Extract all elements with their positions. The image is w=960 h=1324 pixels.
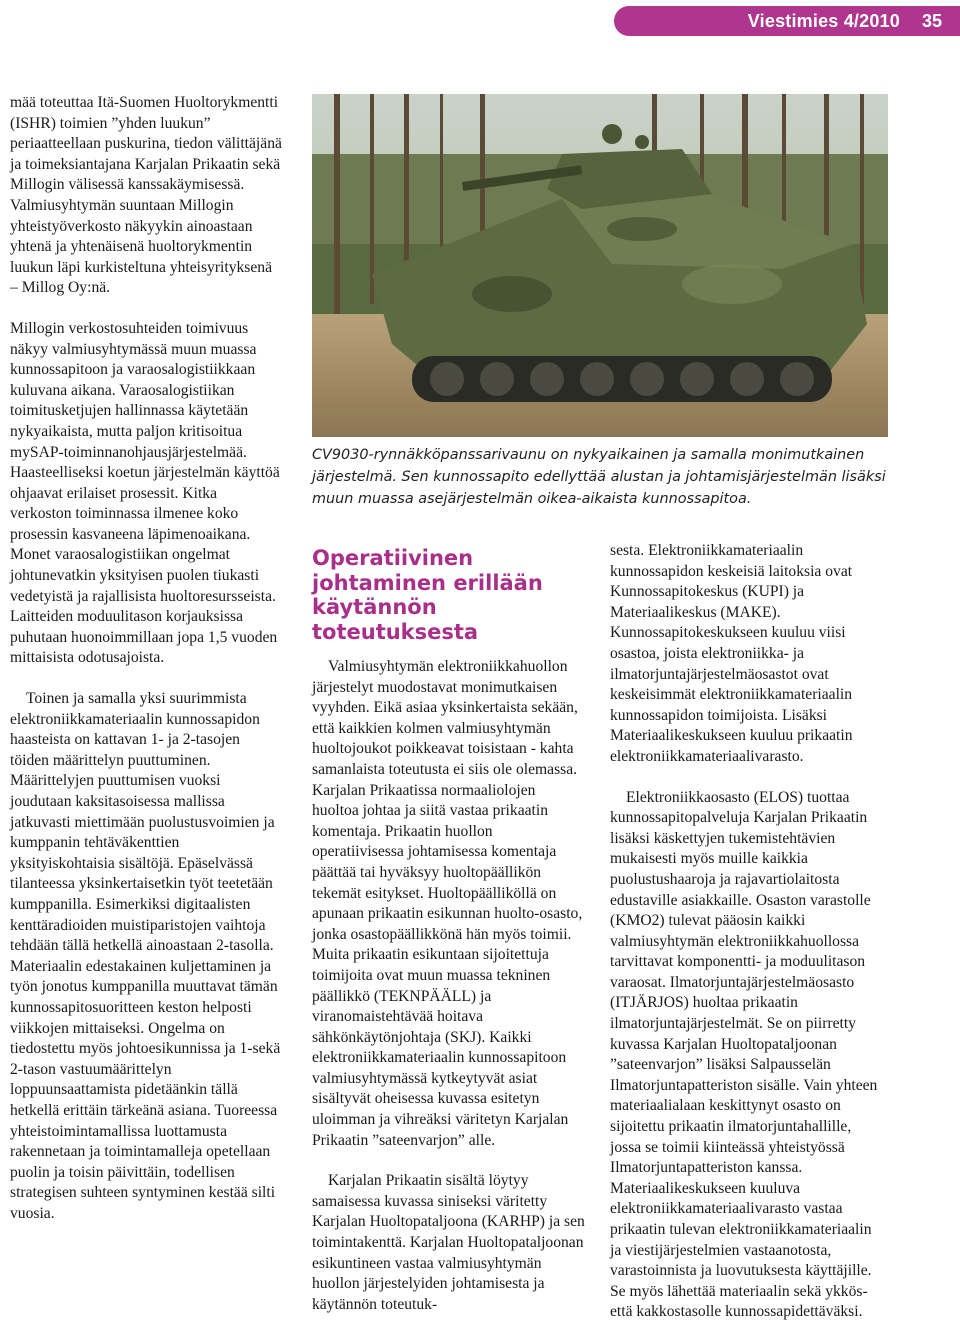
left-paragraph-2: Millogin verkostosuhteiden toimivuus näkyy valmiusyhtymässä muun muassa kunnossapitoon ja varaosalogistiikkaan kuluvana aikana. Varaosalogistiikan toimitusketjujen hallinnassa käytetään nykyaikaista, mutta paljon kritisoitua mySAP-toiminnanohjausjärjestelmää. Haasteelliseksi koetun järjestelmän käyttöä ohjaavat erilaiset prosessit. Kitka verkoston toiminnassa ilmenee koko prosessin kasvaneena läpimenoaikana. Monet varaosalogistiikan ongelmat johtunevatkin yksityisen puolen tiukasti vedetyistä ja rajallisista huoltoresursseista. Laitteiden moduulitason korjauksissa puhutaan huonoimmillaan jopa 1,5 vuoden mittaisista odotusajoista.	[10, 319, 280, 667]
page-number: 35	[921, 10, 942, 31]
right-paragraph-2: Elektroniikkaosasto (ELOS) tuottaa kunnossapitopalveluja Karjalan Prikaatin lisäksi käskettyjen tukemistehtävien mukaisesti myös muille kaikkia puolustushaaroja ja rajavartiolaitosta edustaville asiakkaille. Osaston varastolle (KMO2) tulevat pääosin kaikki valmiusyhtymän elektroniikkahuollossa tarvittavat komponentti- ja moduulitason varaosat. Ilmatorjuntajärjestelmäosasto (ITJÄRJOS) huoltaa prikaatin ilmatorjuntajärjestelmät. Se on piirretty kuvassa Karjalan Huoltopataljoonan ”sateenvarjon” lisäksi Salpausselän Ilmatorjuntapatteriston sisälle. Vain yhteen materiaalialaan keskittynyt osasto on sijoitettu prikaatin ilmatorjuntahallille, jossa se toimii kiinteässä yhteistyössä Ilmatorjuntapatteriston kanssa. Materiaalikeskukseen kuuluva elektroniikkamateriaalivarasto vastaa prikaatin tulevan elektroniikkamateriaalin ja viestijärjestelmien vastaanotosta, varastoinnista ja luovutuksesta käyttäjille. Se myös lähettää materiaalin sekä ykkös- että kakkostasolle kunnossapidettäväksi.	[610, 788, 878, 1321]
vehicle-illustration	[312, 94, 888, 437]
left-text-column	[10, 93, 282, 1224]
right-paragraph-1: sesta. Elektroniikkamateriaalin kunnossapidon keskeisiä laitoksia ovat Kunnossapitokeskus (KUPI) ja Materiaalikeskus (MAKE). Kunnossapitokeskukseen kuuluu viisi osastoa, joista elektroniikka- ja ilmatorjuntajärjestelmäosastot ovat keskeisimmät elektroniikkamateriaalin kunnossapidon toimijoista. Lisäksi Materiaalikeskukseen kuuluu prikaatin elektroniikkamateriaalivarasto.	[610, 542, 853, 765]
section-subheading: Operatiivinen johtaminen erillään käytännön toteutuksesta	[312, 546, 543, 644]
right-text-column	[610, 541, 886, 1323]
left-paragraph-1: mää toteuttaa Itä-Suomen Huoltorykmentti (ISHR) toimien ”yhden luukun” periaatteellaan puskurina, tiedon välittäjänä ja toimeksiantajana Karjalan Prikaatin sekä Millogin välisessä kanssakäymisessä. Valmiusyhtymän suuntaan Millogin yhteistyöverkosto näkyykin ainoastaan yhtenä ja yhtenäisenä huoltorykmentin luukun läpi kurkisteltuna yhteisyrityksenä – Millog Oy:nä.	[10, 94, 282, 297]
left-paragraph-3: Toinen ja samalla yksi suurimmista elektroniikkamateriaalin kunnossapidon haasteista on kattavan 1- ja 2-tasojen töiden määrittelyn puuttuminen. Määrittelyjen puuttumisen vuoksi joudutaan kaksitasoisessa mallissa jatkuvasti miettimään puolustusvoimien ja kumppanin tehtäväkenttien yksityiskohtaisia sisältöjä. Epäselvässä tilanteessa yksinkertaisetkin työt teetetään kumppanilla. Esimerkiksi digitaalisten kenttäradioiden muistiparistojen vaihtoja tehdään tällä hetkellä ainoastaan 2-tasolla. Materiaalin edestakainen kuljettaminen ja työn jonotus kumppanilla muuttavat tämän kunnossapitosuoritteen keston helposti viikkojen mittaiseksi. Ongelma on tiedostettu myös johtoesikunnissa ja 1-sekä 2-tason vastuumäärittelyn loppuunsaattamista pidetäänkin tällä hetkellä erittäin tärkeänä asiana. Tuoreessa yhteistoimintamallissa luottamusta rakennetaan ja toimintamalleja opetellaan puolin ja toisin päivittäin, todellisen strategisen suhteen syntyminen kestää silti vuosia.	[10, 690, 281, 1222]
publication-title: Viestimies 4/2010	[747, 10, 900, 31]
page-header-bar	[614, 6, 960, 36]
middle-paragraph-1: Valmiusyhtymän elektroniikkahuollon järjestelyt muodostavat monimutkaisen vyyhden. Eikä asiaa yksinkertaista sekään, että kaikkien kolmen valmiusyhtymän huoltojoukot poikkeavat toisistaan - kahta samanlaista toteutusta ei siis ole olemassa. Karjalan Prikaatissa normaaliolojen huoltoa johtaa ja siitä vastaa prikaatin komentaja. Prikaatin huollon operatiivisessa johtamisessa komentaja päättää tai hyväksyy huoltopäällikön tekemät esitykset. Huoltopäälliköllä on apunaan prikaatin esikunnan huolto-osasto, jonka osastopäällikkönä hän myös toimii. Muita prikaatin esikuntaan sijoitettuja toimijoita ovat muun muassa tekninen päällikkö (TEKNPÄÄLL) ja viranomaistehtävää hoitava sähkönkäytönjohtaja (SKJ). Kaikki elektroniikkamateriaalin kunnossapitoon valmiusyhtymässä kytkeytyvät asiat sisältyvät oheisessa kuvassa esitetyn uloimman ja vihreäksi väritetyn Karjalan Prikaatin ”sateenvarjon” alle.	[312, 658, 583, 1149]
middle-text-column	[312, 657, 586, 1315]
middle-paragraph-2: Karjalan Prikaatin sisältä löytyy samaisessa kuvassa siniseksi väritetty Karjalan Huoltopataljoona (KARHP) ja sen toimintakenttä. Karjalan Huoltopataljoonan esikuntineen vastaa valmiusyhtymän huollon järjestelyiden johtamisesta ja käytännön toteutuk-	[312, 1172, 585, 1313]
armored-vehicle-photo	[312, 94, 888, 437]
photo-caption: CV9030-rynnäkköpanssarivaunu on nykyaikainen ja samalla monimutkainen järjestelmä. Sen kunnossapito edellyttää alustan ja johtamisjärjestelmän lisäksi muun muassa asejärjestelmän oikea-aikaista kunnossapitoa.	[312, 447, 886, 507]
